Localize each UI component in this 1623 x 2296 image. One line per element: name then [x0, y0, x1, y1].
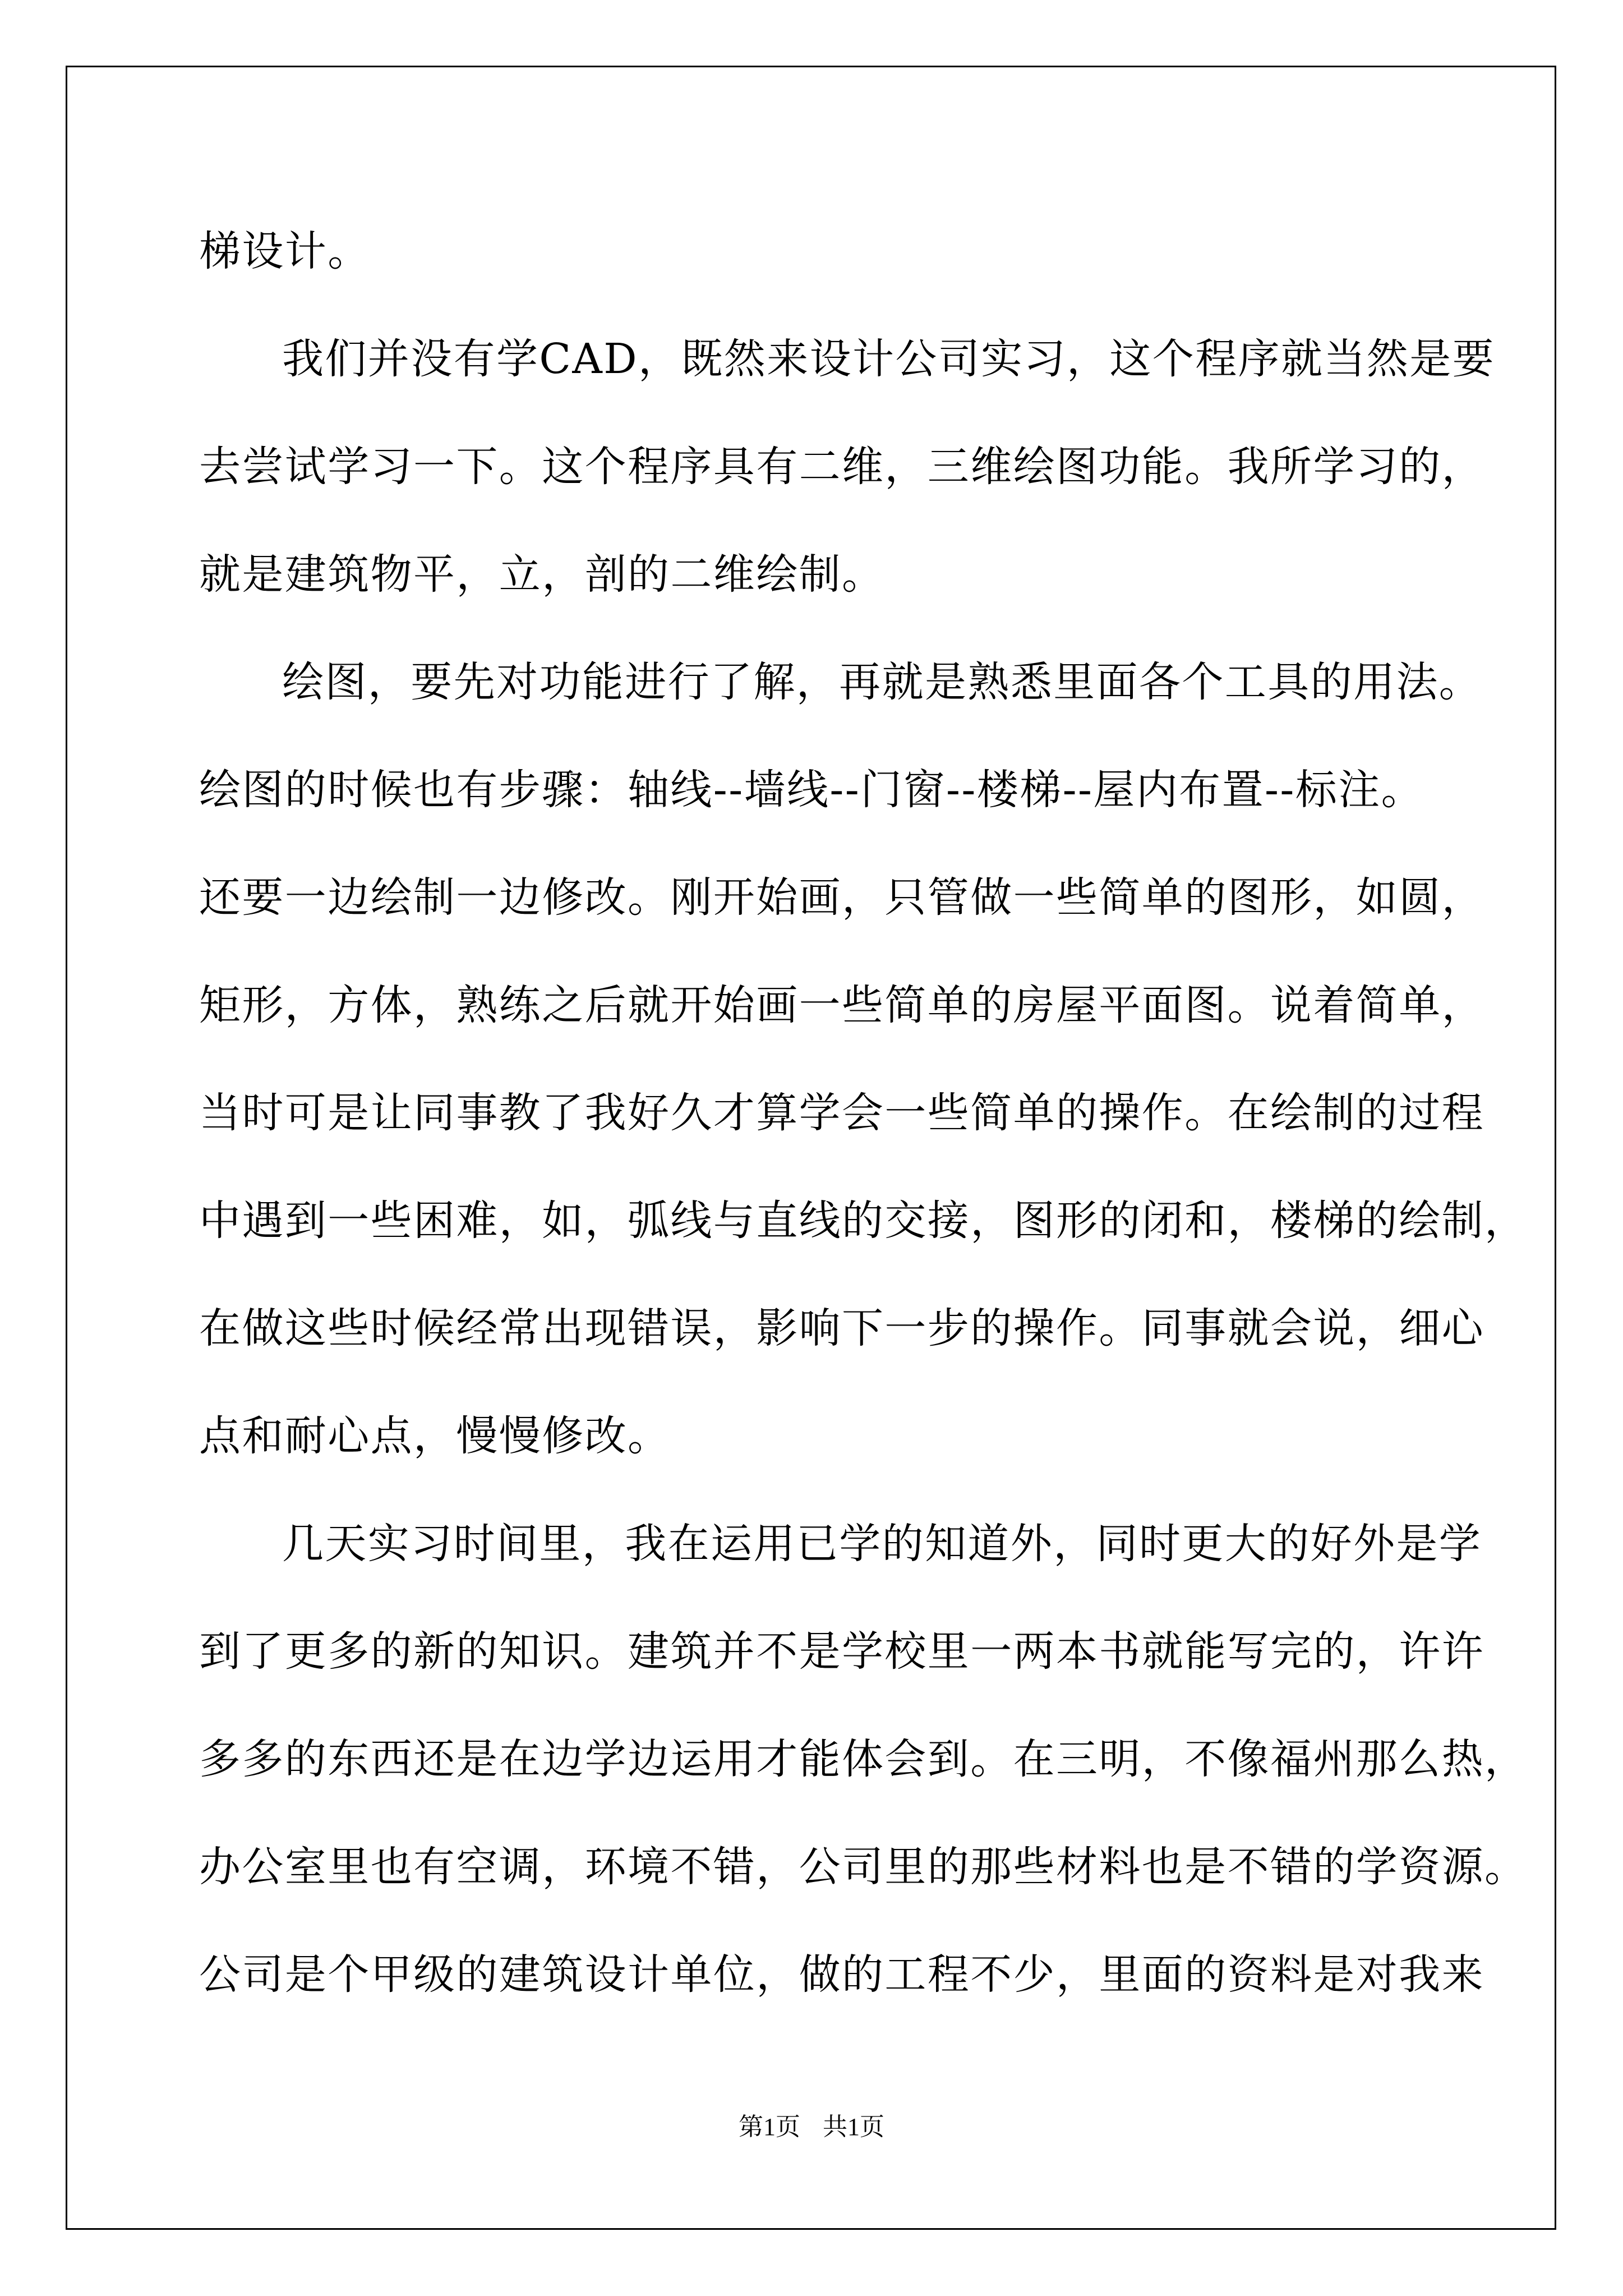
body-line: 点和耐心点，慢慢修改。 — [199, 1412, 671, 1460]
body-line: 梯设计。 — [199, 227, 371, 275]
body-line: 还要一边绘制一边修改。刚开始画，只管做一些简单的图形，如圆， — [199, 873, 1484, 922]
paragraph-first-line: 绘图，要先对功能进行了解，再就是熟悉里面各个工具的用法。 — [282, 658, 1482, 706]
page-border — [66, 66, 1556, 2230]
body-line: 中遇到一些困难，如，弧线与直线的交接，图形的闭和，楼梯的绘制， — [199, 1197, 1528, 1245]
paragraph-first-line: 几天实习时间里，我在运用已学的知道外，同时更大的好外是学 — [282, 1520, 1482, 1568]
body-line: 办公室里也有空调，环境不错，公司里的那些材料也是不错的学资源。 — [199, 1843, 1528, 1891]
body-line: 矩形，方体，熟练之后就开始画一些简单的房屋平面图。说着简单， — [199, 981, 1484, 1029]
body-line: 公司是个甲级的建筑设计单位，做的工程不少，里面的资料是对我来 — [199, 1950, 1484, 1999]
body-line: 去尝试学习一下。这个程序具有二维，三维绘图功能。我所学习的， — [199, 443, 1484, 491]
body-line: 绘图的时候也有步骤：轴线--墙线--门窗--楼梯--屋内布置--标注。 — [199, 766, 1424, 814]
body-line: 就是建筑物平，立，剖的二维绘制。 — [199, 550, 885, 599]
body-line: 当时可是让同事教了我好久才算学会一些简单的操作。在绘制的过程 — [199, 1089, 1484, 1137]
paragraph-first-line: 我们并没有学CAD，既然来设计公司实习，这个程序就当然是要 — [282, 335, 1495, 383]
body-line: 在做这些时候经常出现错误，影响下一步的操作。同事就会说，细心 — [199, 1304, 1484, 1352]
page-footer — [0, 2106, 1623, 2142]
body-line: 多多的东西还是在边学边运用才能体会到。在三明，不像福州那么热， — [199, 1735, 1528, 1783]
page-number: 第1页 — [739, 2113, 800, 2141]
body-line: 到了更多的新的知识。建筑并不是学校里一两本书就能写完的，许许 — [199, 1627, 1484, 1676]
page-total: 共1页 — [823, 2113, 884, 2141]
